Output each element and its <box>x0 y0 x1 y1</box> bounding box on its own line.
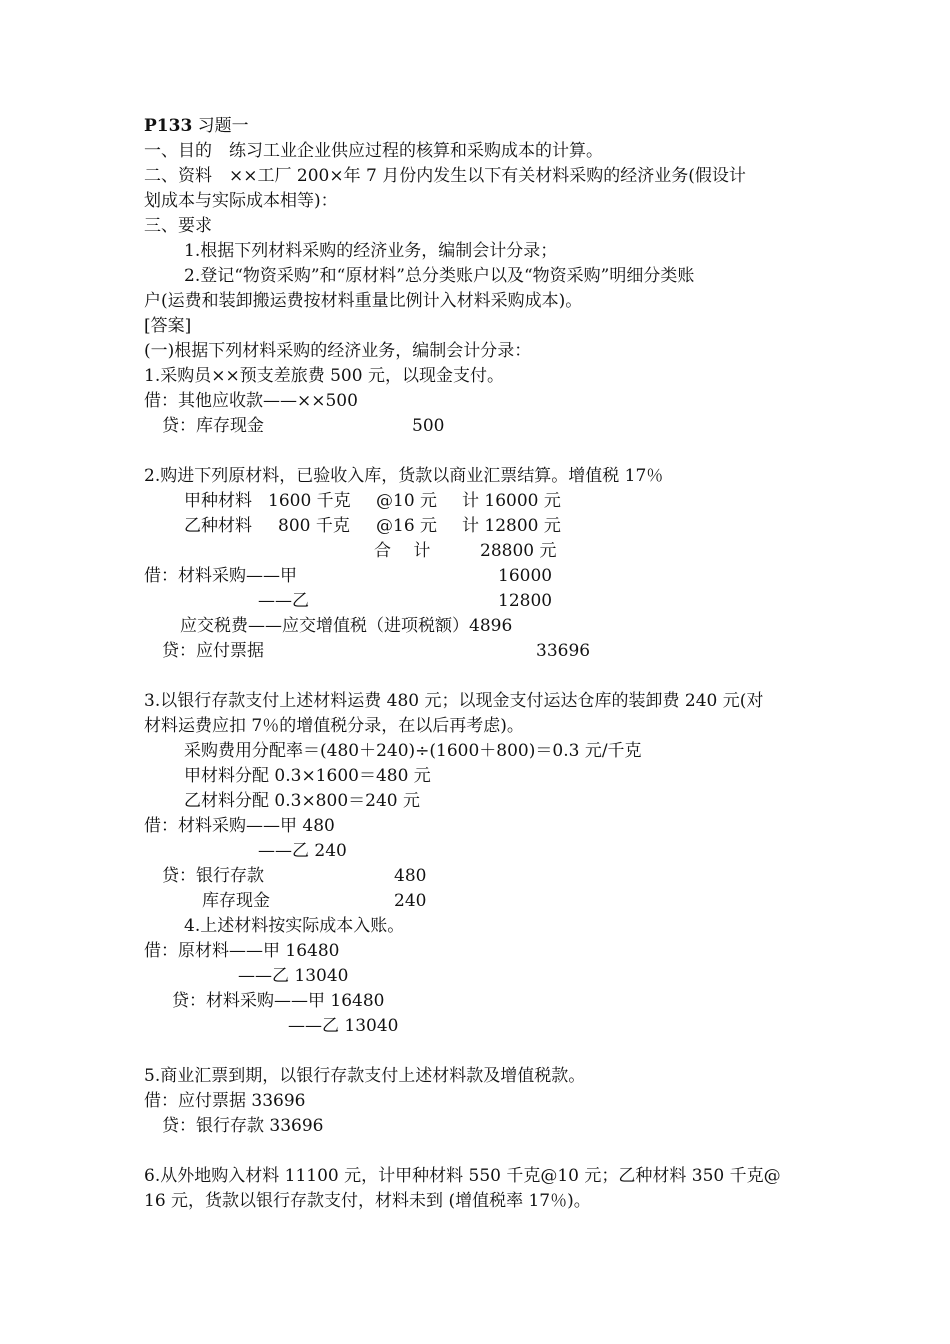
q2-row2-price: @16 元 <box>376 516 438 536</box>
exercise-label: 习题一 <box>192 116 249 136</box>
requirement-1: 1.根据下列材料采购的经济业务，编制会计分录； <box>184 241 558 261</box>
q3-credit-2-amount: 240 <box>394 891 427 911</box>
q4-credit-2: ——乙 13040 <box>288 1016 399 1036</box>
q5-debit: 借：应付票据 33696 <box>144 1091 306 1111</box>
q2-row2-total: 计 12800 元 <box>462 516 561 536</box>
question-4: 4.上述材料按实际成本入账。 <box>184 916 405 936</box>
q5-credit: 贷：银行存款 33696 <box>162 1116 324 1136</box>
exercise-title <box>144 114 249 139</box>
data-line-2: 划成本与实际成本相等)： <box>144 191 338 211</box>
q4-debit-2: ——乙 13040 <box>238 966 349 986</box>
question-3a: 3.以银行存款支付上述材料运费 480 元；以现金支付运达仓库的装卸费 240 元(对 <box>144 691 764 711</box>
question-3b: 材料运费应扣 7％的增值税分录，在以后再考虑)。 <box>144 716 524 736</box>
q3-calc-3: 乙材料分配 0.3×800＝240 元 <box>184 791 420 811</box>
q2-debit-1: 借：材料采购——甲 <box>144 566 297 586</box>
q3-debit-2: ——乙 240 <box>258 841 347 861</box>
q2-row2-name: 乙种材料 <box>184 516 252 536</box>
q4-debit-1: 借：原材料——甲 16480 <box>144 941 340 961</box>
q2-row2-qty: 800 千克 <box>278 516 350 536</box>
q1-credit-amount: 500 <box>412 416 445 436</box>
q2-credit-label: 贷：应付票据 <box>162 641 264 661</box>
q3-calc-1: 采购费用分配率＝(480＋240)÷(1600＋800)＝0.3 元/千克 <box>184 741 642 761</box>
q3-credit-1-amount: 480 <box>394 866 427 886</box>
q2-row1-qty: 1600 千克 <box>268 491 351 511</box>
q1-credit-label: 贷：库存现金 <box>162 416 264 436</box>
q2-row1-price: @10 元 <box>376 491 438 511</box>
answer-section-1: (一)根据下列材料采购的经济业务，编制会计分录： <box>144 341 532 361</box>
page-number: P133 <box>144 116 193 136</box>
q3-debit-1: 借：材料采购——甲 480 <box>144 816 335 836</box>
q2-debit-1-amount: 16000 <box>498 566 553 586</box>
question-2: 2.购进下列原材料，已验收入库，货款以商业汇票结算。增值税 17％ <box>144 466 664 486</box>
requirements-heading: 三、要求 <box>144 216 212 236</box>
q2-debit-3: 应交税费——应交增值税（进项税额）4896 <box>180 616 513 636</box>
q3-credit-2: 库存现金 <box>202 891 270 911</box>
q2-debit-2-amount: 12800 <box>498 591 553 611</box>
q2-sum-amount: 28800 元 <box>480 541 557 561</box>
q2-credit-amount: 33696 <box>536 641 591 661</box>
q4-credit-1: 贷：材料采购——甲 16480 <box>172 991 385 1011</box>
purpose-line: 一、目的 练习工业企业供应过程的核算和采购成本的计算。 <box>144 141 603 161</box>
requirement-2a: 2.登记“物资采购”和“原材料”总分类账户以及“物资采购”明细分类账 <box>184 266 695 286</box>
q2-row1-total: 计 16000 元 <box>462 491 561 511</box>
requirement-2b: 户(运费和装卸搬运费按材料重量比例计入材料采购成本)。 <box>144 291 583 311</box>
question-5: 5.商业汇票到期，以银行存款支付上述材料款及增值税款。 <box>144 1066 586 1086</box>
q1-debit: 借：其他应收款——××500 <box>144 391 358 411</box>
answer-heading: [答案] <box>144 316 192 336</box>
question-6a: 6.从外地购入材料 11100 元，计甲种材料 550 千克@10 元；乙种材料 350 千克@ <box>144 1166 781 1186</box>
q2-debit-2: ——乙 <box>258 591 309 611</box>
q3-credit-1: 贷：银行存款 <box>162 866 264 886</box>
data-line-1: 二、资料 ××工厂 200×年 7 月份内发生以下有关材料采购的经济业务(假设计 <box>144 166 746 186</box>
question-1: 1.采购员××预支差旅费 500 元，以现金支付。 <box>144 366 504 386</box>
q2-row1-name: 甲种材料 <box>184 491 252 511</box>
question-6b: 16 元，货款以银行存款支付，材料未到 (增值税率 17％)。 <box>144 1191 591 1211</box>
q2-sum-label: 合 计 <box>374 541 431 561</box>
q3-calc-2: 甲材料分配 0.3×1600＝480 元 <box>184 766 431 786</box>
